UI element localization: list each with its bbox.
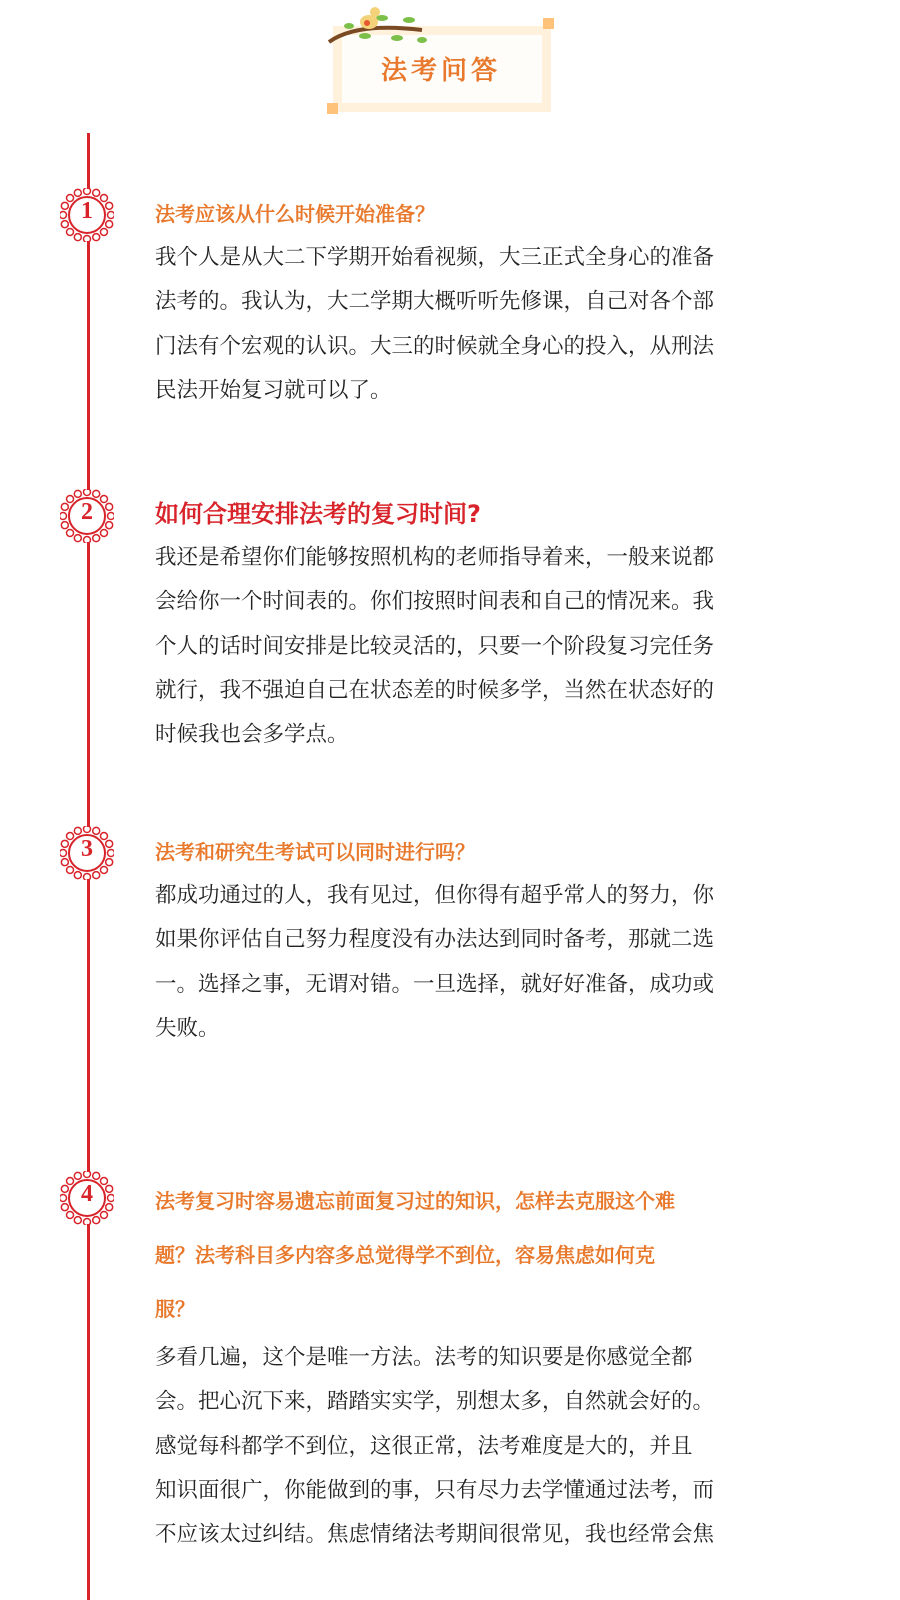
- answer-line: 我还是希望你们能够按照机构的老师指导着来，一般来说都: [155, 545, 715, 570]
- step-number: 2: [81, 499, 93, 525]
- step-badge: [60, 489, 114, 543]
- answer-line: 就行，我不强迫自己在状态差的时候多学，当然在状态好的: [155, 677, 715, 703]
- section-header: [327, 18, 555, 114]
- question-title-line: 题？法考科目多内容多总觉得学不到位，容易焦虑如何克: [155, 1243, 655, 1267]
- question-title: [155, 1174, 835, 1336]
- step-badge: [60, 826, 114, 880]
- header-title: 法考问答: [380, 56, 501, 86]
- answer-line: 门法有个宏观的认识。大三的时候就全身心的投入，从刑法: [155, 333, 715, 359]
- step-number: 3: [81, 836, 93, 862]
- answer-line: 时候我也会多学点。: [155, 722, 349, 748]
- qa-item: [155, 192, 835, 413]
- answer-line: 知识面很广，你能做到的事，只有尽力去学懂通过法考，而: [155, 1477, 715, 1503]
- question-title-line: 法考复习时容易遗忘前面复习过的知识，怎样去克服这个难: [155, 1189, 675, 1213]
- answer-line: 不应该太过纠结。焦虑情绪法考期间很常见，我也经常会焦: [155, 1522, 715, 1548]
- answer-line: 感觉每科都学不到位，这很正常，法考难度是大的，并且: [155, 1433, 693, 1459]
- question-title: 法考应该从什么时候开始准备？: [155, 202, 435, 226]
- qa-item: [155, 492, 835, 757]
- answer-line: 失败。: [155, 1015, 220, 1041]
- answer-line: 如果你评估自己努力程度没有办法达到同时备考，那就二选: [155, 927, 715, 953]
- qa-item: [155, 830, 835, 1051]
- question-title: 如何合理安排法考的复习时间?: [155, 500, 481, 528]
- step-badge: [60, 188, 114, 242]
- answer-line: 我个人是从大二下学期开始看视频，大三正式全身心的准备: [155, 245, 715, 270]
- frame-corner: [543, 18, 554, 29]
- answer-text: [155, 236, 835, 413]
- answer-line: 都成功通过的人，我有见过，但你得有超乎常人的努力，你: [155, 883, 715, 908]
- answer-line: 一。选择之事，无谓对错。一旦选择，就好好准备，成功或: [155, 971, 715, 997]
- step-number: 1: [81, 198, 93, 224]
- answer-line: 法考的。我认为，大二学期大概听听先修课，自己对各个部: [155, 289, 715, 315]
- answer-line: 民法开始复习就可以了。: [155, 377, 392, 403]
- answer-line: 多看几遍，这个是唯一方法。法考的知识要是你感觉全都: [155, 1345, 693, 1370]
- frame-corner: [327, 103, 338, 114]
- qa-item: [155, 1174, 835, 1557]
- question-title-line: 服？: [155, 1297, 195, 1321]
- answer-text: [155, 1336, 835, 1557]
- question-title: 法考和研究生考试可以同时进行吗？: [155, 840, 475, 864]
- answer-line: 个人的话时间安排是比较灵活的，只要一个阶段复习完任务: [155, 633, 715, 659]
- step-badge: [60, 1171, 114, 1225]
- answer-text: [155, 874, 835, 1051]
- answer-line: 会给你一个时间表的。你们按照时间表和自己的情况来。我: [155, 589, 715, 615]
- answer-text: [155, 536, 835, 757]
- step-number: 4: [81, 1181, 93, 1207]
- answer-line: 会。把心沉下来，踏踏实实学，别想太多，自然就会好的。: [155, 1389, 715, 1415]
